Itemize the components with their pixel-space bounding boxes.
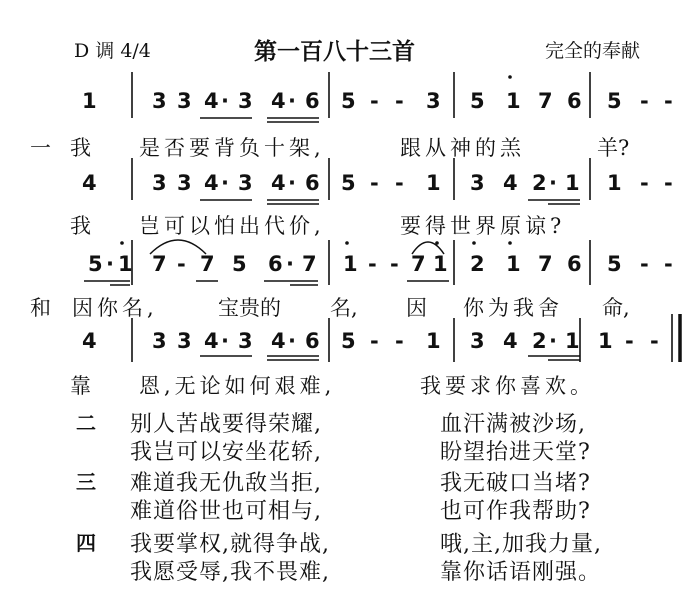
dash-mark: -	[395, 329, 404, 353]
dot-mark: ·	[221, 171, 229, 195]
dot-mark: ·	[549, 329, 557, 353]
octave-dot	[472, 241, 476, 245]
key-signature: D 调 4/4	[74, 40, 151, 62]
dot-mark: ·	[221, 89, 229, 113]
note: 6	[305, 89, 320, 113]
note: 7	[538, 252, 553, 276]
note: 1	[426, 329, 441, 353]
note: 5	[607, 252, 622, 276]
note: 4	[503, 171, 518, 195]
note: 3	[177, 329, 192, 353]
note: 5	[341, 89, 356, 113]
note: 5	[470, 89, 485, 113]
note: 3	[470, 171, 485, 195]
note: 1	[565, 329, 580, 353]
verse-line-first-half: 难道俗世也可相与,	[130, 499, 322, 524]
note: 7	[152, 252, 167, 276]
note: 4	[271, 329, 286, 353]
note: 4	[271, 171, 286, 195]
lyric: 我	[70, 214, 91, 238]
note: 1	[598, 329, 613, 353]
note: 1	[82, 89, 97, 113]
verse-number: 四	[76, 531, 96, 555]
slur	[150, 240, 206, 254]
note: 6	[567, 89, 582, 113]
lyric: 羊?	[597, 136, 630, 160]
dot-mark: ·	[106, 252, 114, 276]
note: 3	[426, 89, 441, 113]
lyric: 跟从神的羔	[400, 136, 525, 160]
lyric: 因	[406, 296, 427, 320]
dash-mark: -	[177, 252, 186, 276]
lyric: 一	[30, 136, 51, 160]
lyric: 宝贵的	[218, 296, 281, 320]
dash-mark: -	[664, 89, 673, 113]
note: 3	[238, 89, 253, 113]
hymn-subtitle: 完全的奉献	[545, 40, 641, 62]
note: 5	[88, 252, 103, 276]
note: 2	[532, 329, 547, 353]
lyric: 岂可以怕出代价,	[139, 214, 325, 238]
dash-mark: -	[640, 171, 649, 195]
lyric: 因你名,	[72, 296, 158, 320]
verse-line-first-half: 难道我无仇敌当拒,	[130, 471, 322, 496]
note: 1	[426, 171, 441, 195]
note: 5	[607, 89, 622, 113]
note: 5	[232, 252, 247, 276]
lyric: 要得世界原谅?	[400, 214, 566, 238]
lyric: 靠	[70, 374, 91, 398]
octave-dot	[345, 241, 349, 245]
note: 1	[118, 252, 133, 276]
note: 6	[305, 171, 320, 195]
dash-mark: -	[395, 89, 404, 113]
dash-mark: -	[395, 171, 404, 195]
verse-line-first-half: 我要掌权,就得争战,	[130, 532, 330, 557]
note: 6	[567, 252, 582, 276]
dot-mark: ·	[288, 171, 296, 195]
note: 5	[341, 329, 356, 353]
lyric: 名,	[330, 296, 358, 320]
note: 6	[305, 329, 320, 353]
verse-line-first-half: 我岂可以安坐花轿,	[130, 440, 322, 465]
dash-mark: -	[368, 252, 377, 276]
note: 3	[238, 329, 253, 353]
note: 7	[302, 252, 317, 276]
note: 5	[341, 171, 356, 195]
note: 4	[204, 89, 219, 113]
verse-line-second-half: 靠你话语刚强。	[440, 560, 602, 585]
note: 2	[532, 171, 547, 195]
lyric: 恩,无论如何艰难,	[139, 374, 336, 398]
note: 7	[200, 252, 215, 276]
lyric: 命,	[602, 296, 630, 320]
verse-line-second-half: 哦,主,加我力量,	[440, 532, 602, 557]
dot-mark: ·	[288, 329, 296, 353]
lyric: 和	[30, 296, 51, 320]
note: 4	[204, 171, 219, 195]
octave-dot	[508, 75, 512, 79]
note: 4	[82, 171, 97, 195]
note: 4	[271, 89, 286, 113]
dash-mark: -	[625, 329, 634, 353]
verse-line-second-half: 盼望抬进天堂?	[440, 440, 591, 465]
verse-number: 二	[76, 411, 96, 435]
dash-mark: -	[640, 89, 649, 113]
verse-line-first-half: 我愿受辱,我不畏难,	[130, 560, 330, 585]
dash-mark: -	[370, 171, 379, 195]
note: 7	[538, 89, 553, 113]
note: 3	[177, 171, 192, 195]
dash-mark: -	[664, 171, 673, 195]
note: 3	[152, 171, 167, 195]
note: 3	[470, 329, 485, 353]
note: 1	[433, 252, 448, 276]
verse-line-second-half: 我无破口当堵?	[440, 471, 591, 496]
lyric: 我要求你喜欢。	[420, 374, 595, 398]
verse-line-second-half: 也可作我帮助?	[440, 499, 591, 524]
note: 3	[238, 171, 253, 195]
note: 4	[82, 329, 97, 353]
dash-mark: -	[664, 252, 673, 276]
note: 1	[607, 171, 622, 195]
dash-mark: -	[390, 252, 399, 276]
dash-mark: -	[650, 329, 659, 353]
verse-line-second-half: 血汗满被沙场,	[440, 412, 586, 437]
note: 4	[503, 329, 518, 353]
octave-dot	[120, 241, 124, 245]
slur	[412, 242, 444, 254]
note: 3	[152, 329, 167, 353]
note: 1	[565, 171, 580, 195]
note: 3	[152, 89, 167, 113]
dash-mark: -	[370, 89, 379, 113]
note: 7	[411, 252, 426, 276]
verse-line-first-half: 别人苦战要得荣耀,	[130, 412, 322, 437]
dot-mark: ·	[549, 171, 557, 195]
dot-mark: ·	[221, 329, 229, 353]
note: 1	[506, 252, 521, 276]
dash-mark: -	[370, 329, 379, 353]
lyric: 是否要背负十架,	[139, 136, 325, 160]
verse-number: 三	[76, 470, 96, 494]
lyric: 我	[70, 136, 91, 160]
lyric: 你为我舍	[463, 296, 563, 320]
note: 1	[343, 252, 358, 276]
note: 1	[506, 89, 521, 113]
hymn-title: 第一百八十三首	[254, 39, 415, 65]
dot-mark: ·	[288, 89, 296, 113]
octave-dot	[508, 241, 512, 245]
note: 6	[268, 252, 283, 276]
note: 3	[177, 89, 192, 113]
dash-mark: -	[640, 252, 649, 276]
note: 2	[470, 252, 485, 276]
note: 4	[204, 329, 219, 353]
dot-mark: ·	[286, 252, 294, 276]
